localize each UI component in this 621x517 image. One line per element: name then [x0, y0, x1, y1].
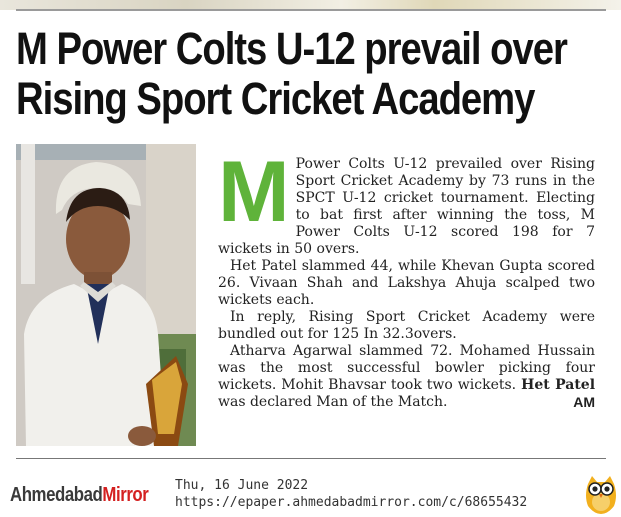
dropcap-letter: M [218, 144, 290, 240]
author-initials: AM [573, 394, 595, 410]
article-paragraph-4-text: Atharva Agarwal slammed 72. Mohamed Hussain was the most successful bowler picking four wickets. Mohit Bhavsar took two wickets. [218, 343, 595, 393]
article-paragraph-1 [218, 144, 595, 258]
headline-line-1: M Power Colts U-12 prevail over [16, 23, 567, 74]
epaper-url[interactable]: https://epaper.ahmedabadmirror.com/c/68655432 [175, 495, 528, 510]
article-paragraph-1-text: Power Colts U-12 prevailed over Rising Sport Cricket Academy by 73 runs in the SPCT U-12 cricket tournament. Electing to bat first after winning the toss, M Power Colts U-12 scored 198 for 7 wickets in 50 overs. [218, 156, 595, 257]
publication-meta [175, 477, 527, 511]
logo-text-mirror: Mirror [102, 484, 149, 506]
logo-text-ahmedabad: Ahmedabad [10, 484, 103, 506]
player-photo-illustration [16, 144, 196, 446]
owl-icon [584, 474, 618, 514]
headline [16, 23, 567, 124]
top-divider [16, 9, 606, 11]
bottom-divider [16, 458, 606, 459]
man-of-match-text: was declared Man of the Match. [218, 394, 448, 410]
article-body [218, 144, 596, 411]
article-paragraph-3: In reply, Rising Sport Cricket Academy were bundled out for 125 In 32.3overs. [218, 309, 595, 342]
man-of-match-name: Het Patel [521, 377, 596, 393]
article-paragraph-4 [218, 343, 595, 411]
headline-line-2: Rising Sport Cricket Academy [16, 73, 535, 124]
ahmedabad-mirror-logo [10, 484, 148, 507]
publication-date: Thu, 16 June 2022 [175, 478, 309, 493]
player-photo [16, 144, 196, 446]
article-paragraph-2: Het Patel slammed 44, while Khevan Gupta scored 26. Vivaan Shah and Lakshya Ahuja scalped two wickets each. [218, 258, 595, 308]
